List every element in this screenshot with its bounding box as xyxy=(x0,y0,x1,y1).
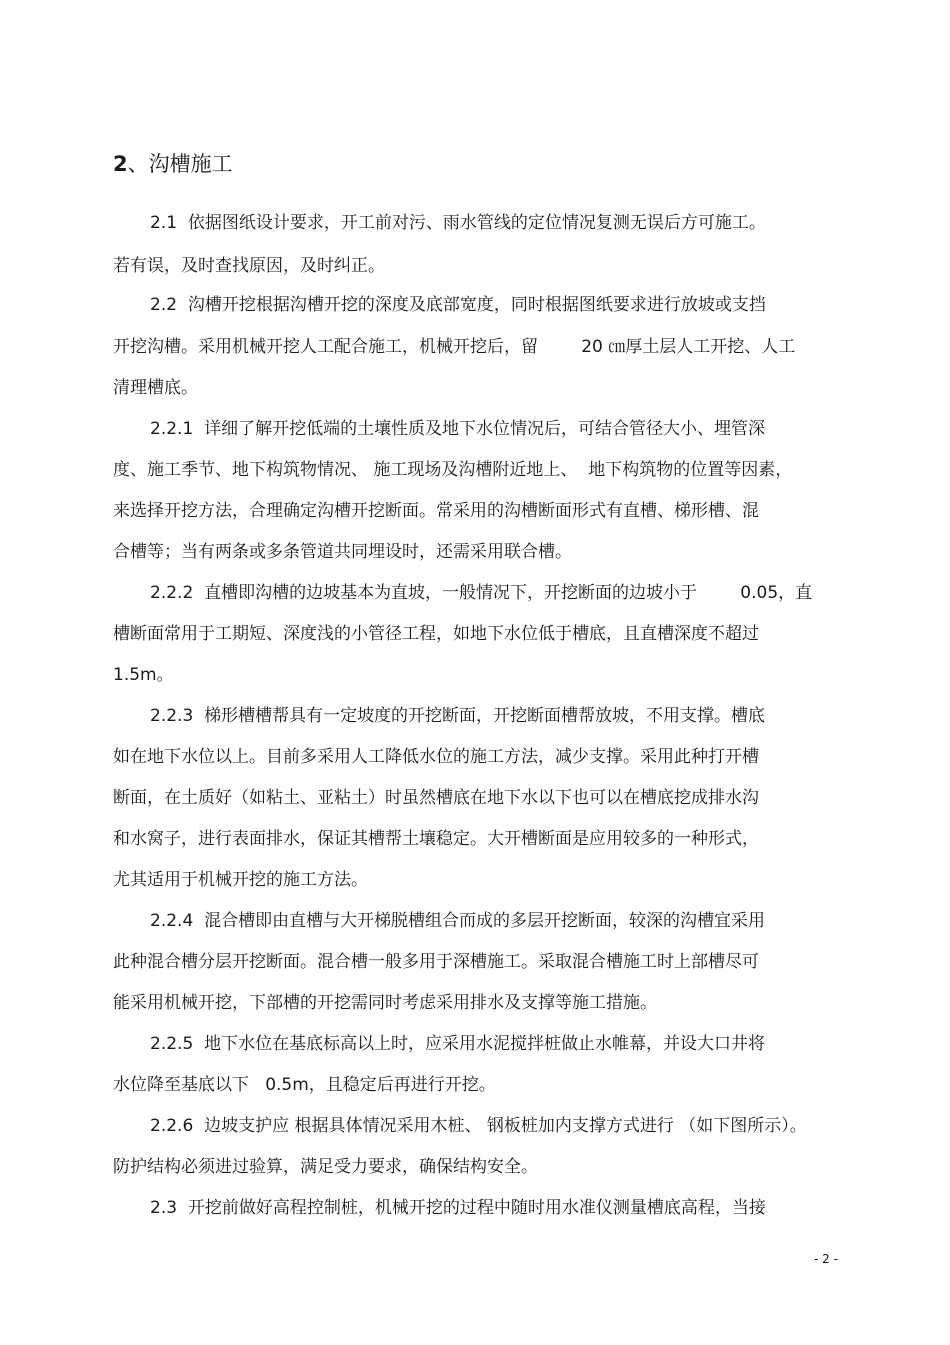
text-line: 如在地下水位以上。目前多采用人工降低水位的施工方法，减少支撑。采用此种打开槽 xyxy=(113,747,759,767)
text-line: 2.2 沟槽开挖根据沟槽开挖的深度及底部宽度，同时根据图纸要求进行放坡或支挡 xyxy=(150,295,766,315)
text-line: 断面，在土质好（如粘土、亚粘土）时虽然槽底在地下水以下也可以在槽底挖成排水沟 xyxy=(113,788,759,808)
text-line: 1.5m。 xyxy=(113,665,174,685)
text-line: 和水窝子，进行表面排水，保证其槽帮土壤稳定。大开槽断面是应用较多的一种形式， xyxy=(113,829,759,849)
text-line: 2.3 开挖前做好高程控制桩，机械开挖的过程中随时用水准仪测量槽底高程，当接 xyxy=(150,1198,766,1218)
text-line: 防护结构必须进过验算，满足受力要求，确保结构安全。 xyxy=(113,1157,538,1177)
text-line: 来选择开挖方法，合理确定沟槽开挖断面。常采用的沟槽断面形式有直槽、梯形槽、混 xyxy=(113,501,759,521)
section-number: 2 xyxy=(113,152,128,176)
text-line: 2.2.5 地下水位在基底标高以上时，应采用水泥搅拌桩做止水帷幕，并设大口井将 xyxy=(150,1034,766,1054)
text-line: 能采用机械开挖，下部槽的开挖需同时考虑采用排水及支撑等施工措施。 xyxy=(113,993,657,1013)
text-line: 开挖沟槽。采用机械开挖人工配合施工，机械开挖后，留 20 ㎝厚土层人工开挖、人工 xyxy=(113,337,796,357)
text-line: 清理槽底。 xyxy=(113,378,198,398)
text-line: 此种混合槽分层开挖断面。混合槽一般多用于深槽施工。采取混合槽施工时上部槽尽可 xyxy=(113,952,759,972)
text-line: 合槽等；当有两条或多条管道共同埋设时，还需采用联合槽。 xyxy=(113,542,572,562)
text-line: 2.2.4 混合槽即由直槽与大开梯脱槽组合而成的多层开挖断面，较深的沟槽宜采用 xyxy=(150,911,766,931)
text-line: 若有误，及时查找原因，及时纠正。 xyxy=(113,256,385,276)
text-line: 2.2.3 梯形槽槽帮具有一定坡度的开挖断面，开挖断面槽帮放坡，不用支撑。槽底 xyxy=(150,706,766,726)
text-line: 2.2.2 直槽即沟槽的边坡基本为直坡，一般情况下，开挖断面的边坡小于 0.05，直 xyxy=(150,583,813,603)
text-line: 水位降至基底以下 0.5m，且稳定后再进行开挖。 xyxy=(113,1075,496,1095)
text-line: 2.1 依据图纸设计要求，开工前对污、雨水管线的定位情况复测无误后方可施工。 xyxy=(150,213,766,233)
section-title: 、沟槽施工 xyxy=(127,152,233,176)
text-line: 尤其适用于机械开挖的施工方法。 xyxy=(113,870,368,890)
page-number: - 2 - xyxy=(814,1252,838,1266)
text-line: 度、施工季节、地下构筑物情况、 施工现场及沟槽附近地上、 地下构筑物的位置等因素， xyxy=(113,460,793,480)
text-line: 2.2.6 边坡支护应 根据具体情况采用木桩、 钢板桩加内支撑方式进行 （如下图所示）。 xyxy=(150,1116,807,1136)
text-line: 2.2.1 详细了解开挖低端的土壤性质及地下水位情况后，可结合管径大小、埋管深 xyxy=(150,419,766,439)
section-heading xyxy=(113,150,233,178)
text-line: 槽断面常用于工期短、深度浅的小管径工程，如地下水位低于槽底，且直槽深度不超过 xyxy=(113,624,759,644)
